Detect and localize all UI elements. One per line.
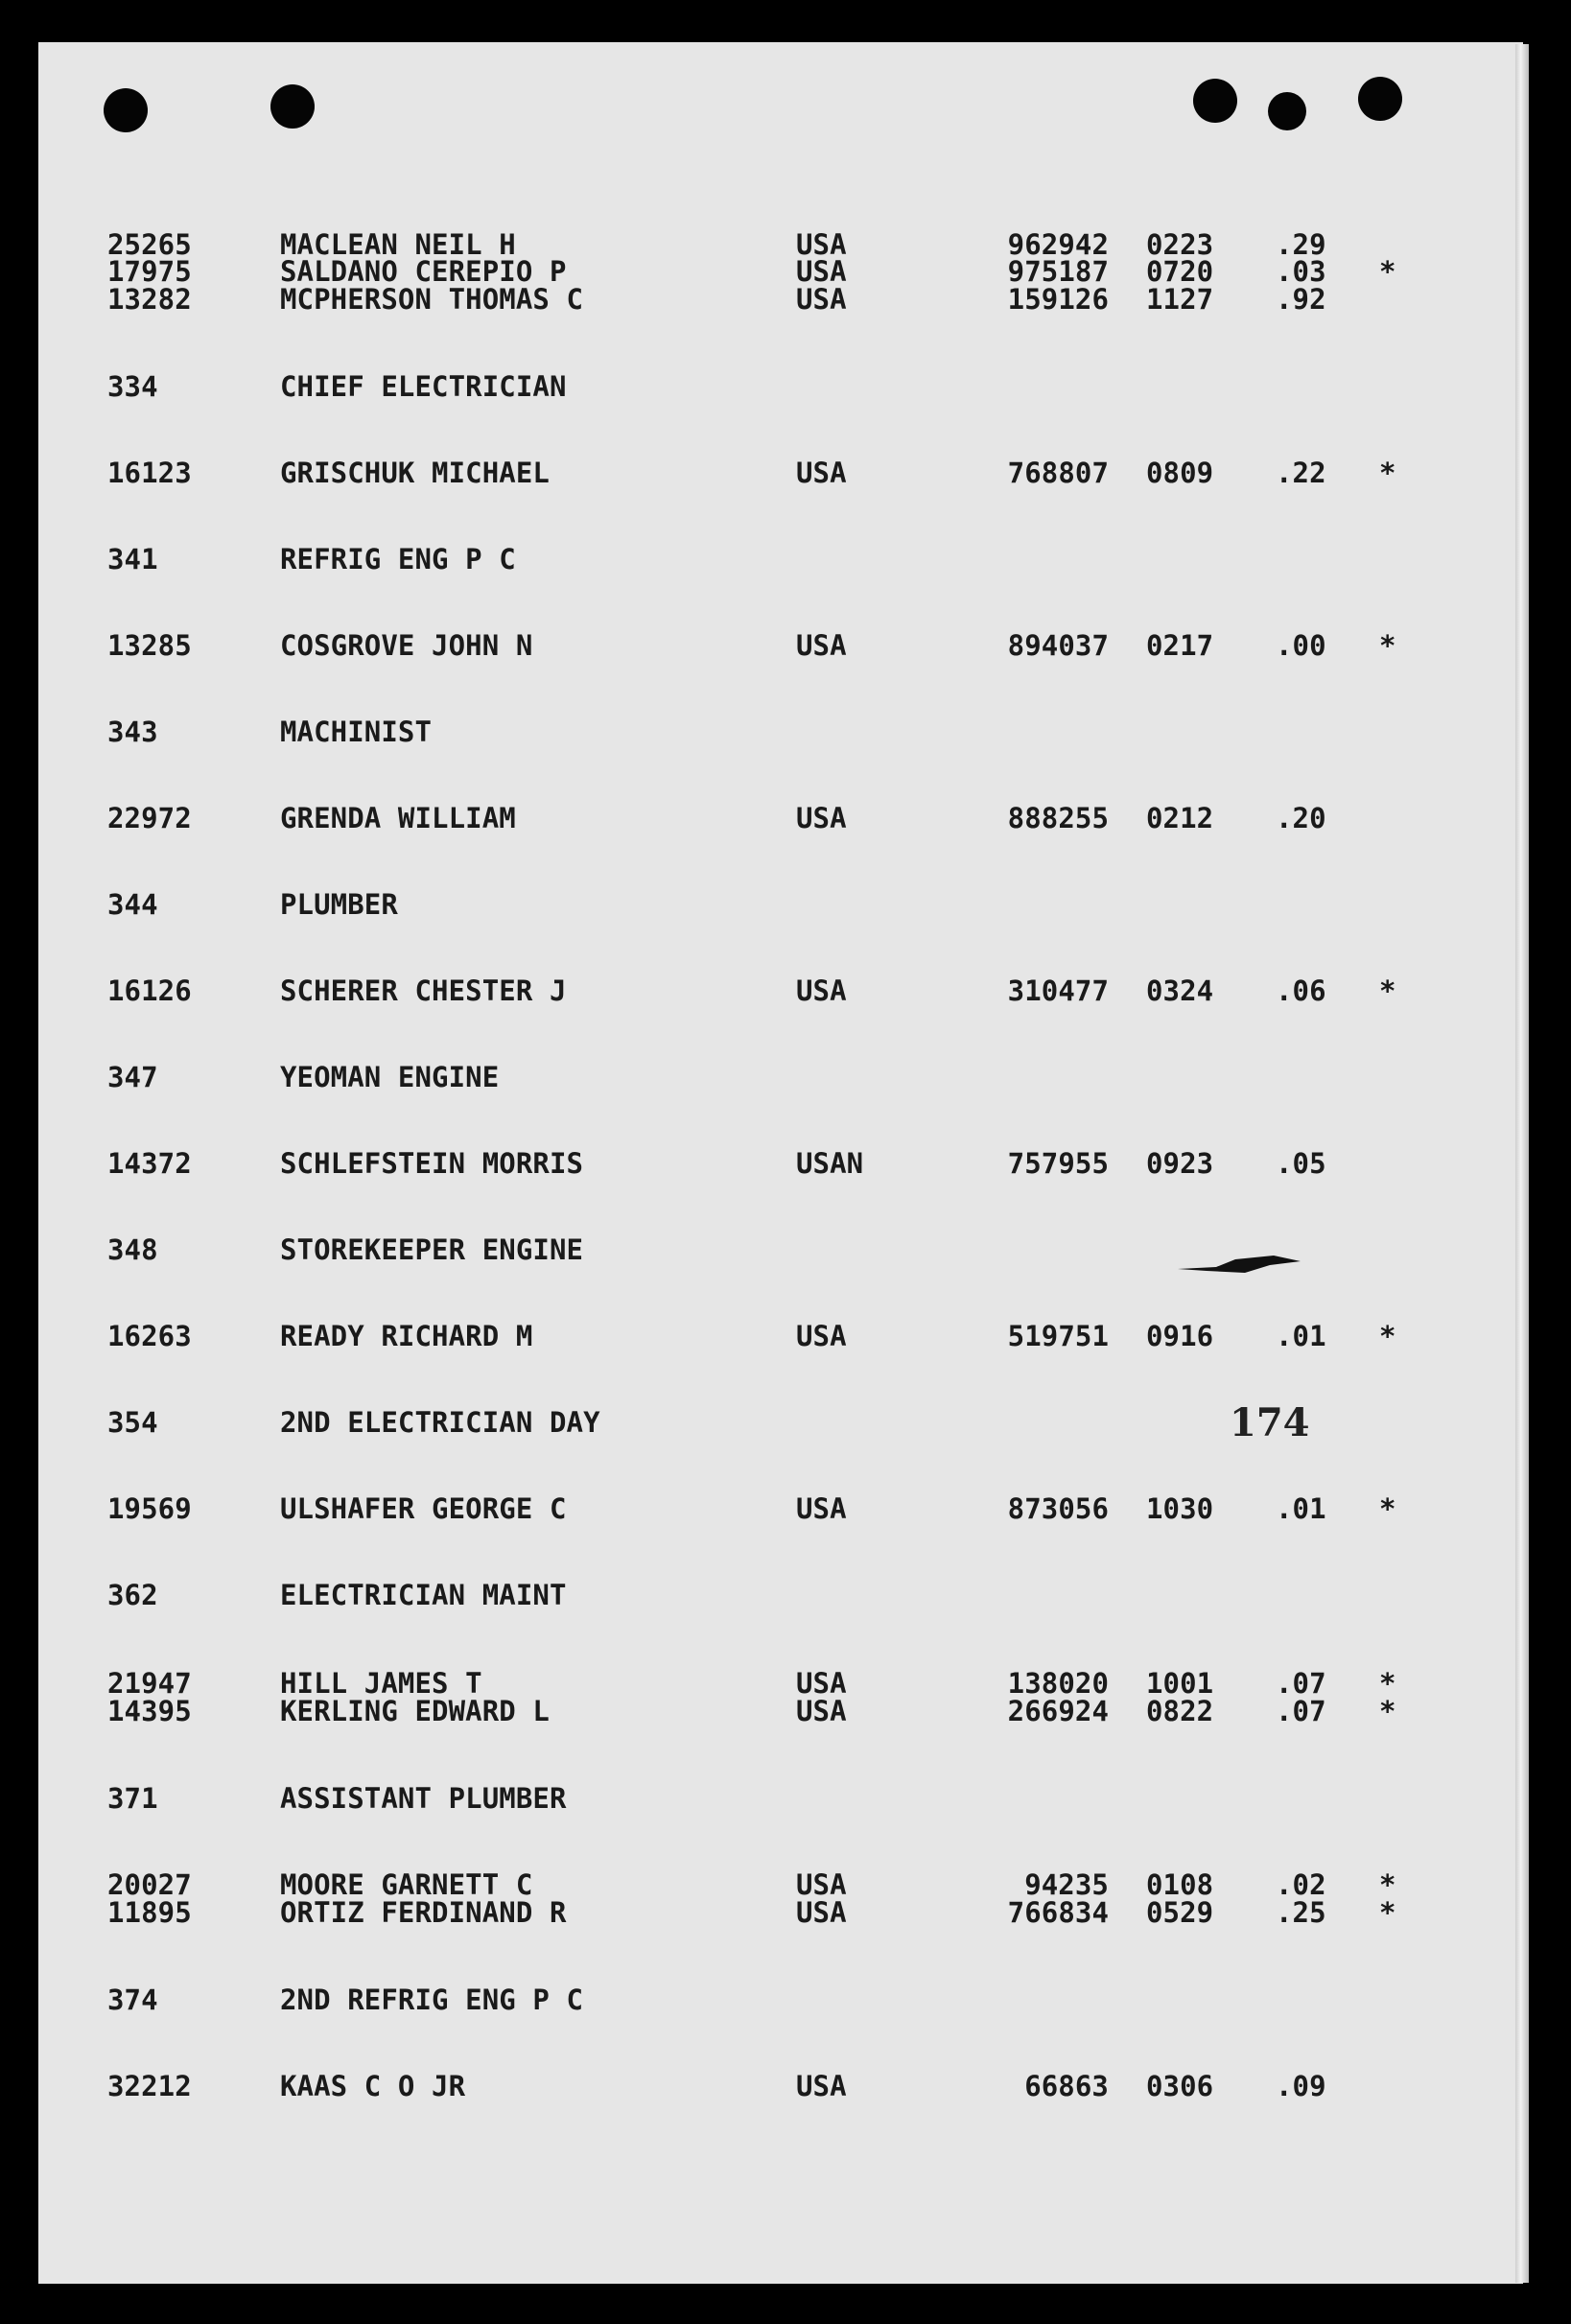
document-number: 266924 (1007, 1695, 1109, 1727)
punch-hole (270, 84, 315, 129)
document-number: 888255 (1007, 802, 1109, 834)
date-code: 0720 (1146, 255, 1214, 288)
employee-name: SALDANO CEREPIO P (280, 255, 567, 288)
citizenship: USA (796, 2070, 847, 2102)
citizenship: USA (796, 283, 847, 316)
employee-name: KERLING EDWARD L (280, 1695, 550, 1727)
citizenship: USA (796, 1896, 847, 1929)
asterisk-mark: * (1379, 629, 1396, 662)
document-number: 66863 (1024, 2070, 1109, 2102)
job-title: 2ND ELECTRICIAN DAY (280, 1406, 600, 1439)
date-code: 0324 (1146, 974, 1214, 1007)
employee-name: HILL JAMES T (280, 1667, 482, 1700)
document-number: 757955 (1007, 1147, 1109, 1180)
citizenship: USA (796, 974, 847, 1007)
asterisk-mark: * (1379, 457, 1396, 489)
job-title: REFRIG ENG P C (280, 543, 516, 575)
employee-name: GRENDA WILLIAM (280, 802, 516, 834)
crew-member-row (0, 1322, 1571, 1350)
date-code: 0529 (1146, 1896, 1214, 1929)
date-code: 0223 (1146, 228, 1214, 261)
date-code: 0306 (1146, 2070, 1214, 2102)
citizenship: USA (796, 457, 847, 489)
employee-code: 17975 (107, 255, 192, 288)
crew-member-row (0, 976, 1571, 1005)
job-code: 354 (107, 1406, 158, 1439)
citizenship: USA (796, 1320, 847, 1352)
job-title: CHIEF ELECTRICIAN (280, 370, 567, 403)
date-code: 1030 (1146, 1492, 1214, 1525)
job-title-row (0, 1408, 1571, 1437)
job-title: PLUMBER (280, 888, 398, 921)
employee-code: 22972 (107, 802, 192, 834)
asterisk-mark: * (1379, 1320, 1396, 1352)
job-code: 334 (107, 370, 158, 403)
citizenship: USA (796, 255, 847, 288)
crew-member-row (0, 1149, 1571, 1178)
amount: .03 (1276, 255, 1326, 288)
punch-hole (1193, 79, 1237, 123)
citizenship: USA (796, 629, 847, 662)
document-number: 768807 (1007, 457, 1109, 489)
asterisk-mark: * (1379, 255, 1396, 288)
amount: .07 (1276, 1667, 1326, 1700)
crew-member-row (0, 2072, 1571, 2101)
job-code: 362 (107, 1579, 158, 1611)
job-title: YEOMAN ENGINE (280, 1061, 500, 1093)
employee-name: READY RICHARD M (280, 1320, 533, 1352)
employee-code: 25265 (107, 228, 192, 261)
job-code: 341 (107, 543, 158, 575)
employee-code: 21947 (107, 1667, 192, 1700)
job-title-row (0, 1235, 1571, 1264)
date-code: 0822 (1146, 1695, 1214, 1727)
employee-code: 13282 (107, 283, 192, 316)
job-code: 344 (107, 888, 158, 921)
citizenship: USAN (796, 1147, 864, 1180)
employee-name: SCHERER CHESTER J (280, 974, 567, 1007)
job-code: 371 (107, 1782, 158, 1815)
employee-code: 14395 (107, 1695, 192, 1727)
page-number: 174 (1230, 1400, 1310, 1445)
employee-code: 19569 (107, 1492, 192, 1525)
amount: .20 (1276, 802, 1326, 834)
document-number: 975187 (1007, 255, 1109, 288)
crew-member-row (0, 257, 1571, 286)
crew-member-row (0, 1697, 1571, 1725)
job-title-row (0, 717, 1571, 746)
document-number: 159126 (1007, 283, 1109, 316)
employee-name: SCHLEFSTEIN MORRIS (280, 1147, 584, 1180)
date-code: 0108 (1146, 1868, 1214, 1901)
citizenship: USA (796, 1868, 847, 1901)
job-title-row (0, 545, 1571, 574)
amount: .02 (1276, 1868, 1326, 1901)
job-code: 347 (107, 1061, 158, 1093)
document-number: 94235 (1024, 1868, 1109, 1901)
job-title-row (0, 890, 1571, 919)
employee-name: MCPHERSON THOMAS C (280, 283, 584, 316)
amount: .22 (1276, 457, 1326, 489)
employee-name: ULSHAFER GEORGE C (280, 1492, 567, 1525)
employee-name: MOORE GARNETT C (280, 1868, 533, 1901)
job-title: STOREKEEPER ENGINE (280, 1233, 584, 1266)
crew-member-row (0, 1898, 1571, 1927)
job-code: 374 (107, 1984, 158, 2016)
employee-code: 14372 (107, 1147, 192, 1180)
employee-code: 20027 (107, 1868, 192, 1901)
document-number: 310477 (1007, 974, 1109, 1007)
document-number: 873056 (1007, 1492, 1109, 1525)
citizenship: USA (796, 1492, 847, 1525)
asterisk-mark: * (1379, 1492, 1396, 1525)
job-title-row (0, 1581, 1571, 1609)
crew-member-row (0, 804, 1571, 833)
job-title: ELECTRICIAN MAINT (280, 1579, 567, 1611)
asterisk-mark: * (1379, 1896, 1396, 1929)
job-title: 2ND REFRIG ENG P C (280, 1984, 584, 2016)
crew-member-row (0, 458, 1571, 487)
employee-name: ORTIZ FERDINAND R (280, 1896, 567, 1929)
document-number: 766834 (1007, 1896, 1109, 1929)
job-title-row (0, 1985, 1571, 2014)
job-title: MACHINIST (280, 716, 433, 748)
employee-code: 32212 (107, 2070, 192, 2102)
date-code: 0809 (1146, 457, 1214, 489)
employee-code: 13285 (107, 629, 192, 662)
citizenship: USA (796, 802, 847, 834)
job-title-row (0, 1063, 1571, 1092)
citizenship: USA (796, 1695, 847, 1727)
amount: .07 (1276, 1695, 1326, 1727)
employee-code: 16126 (107, 974, 192, 1007)
job-title-row (0, 1784, 1571, 1813)
asterisk-mark: * (1379, 974, 1396, 1007)
job-title: ASSISTANT PLUMBER (280, 1782, 567, 1815)
employee-name: KAAS C O JR (280, 2070, 466, 2102)
document-number: 962942 (1007, 228, 1109, 261)
job-code: 343 (107, 716, 158, 748)
employee-code: 16123 (107, 457, 192, 489)
document-number: 519751 (1007, 1320, 1109, 1352)
employee-name: GRISCHUK MICHAEL (280, 457, 550, 489)
date-code: 1127 (1146, 283, 1214, 316)
amount: .92 (1276, 283, 1326, 316)
amount: .00 (1276, 629, 1326, 662)
amount: .29 (1276, 228, 1326, 261)
crew-member-row (0, 285, 1571, 314)
amount: .25 (1276, 1896, 1326, 1929)
punch-hole (1358, 77, 1402, 121)
amount: .05 (1276, 1147, 1326, 1180)
document-number: 138020 (1007, 1667, 1109, 1700)
citizenship: USA (796, 228, 847, 261)
document-number: 894037 (1007, 629, 1109, 662)
amount: .09 (1276, 2070, 1326, 2102)
date-code: 0212 (1146, 802, 1214, 834)
employee-code: 16263 (107, 1320, 192, 1352)
punch-hole (104, 88, 148, 132)
asterisk-mark: * (1379, 1868, 1396, 1901)
amount: .01 (1276, 1492, 1326, 1525)
asterisk-mark: * (1379, 1695, 1396, 1727)
date-code: 1001 (1146, 1667, 1214, 1700)
job-code: 348 (107, 1233, 158, 1266)
citizenship: USA (796, 1667, 847, 1700)
employee-name: COSGROVE JOHN N (280, 629, 533, 662)
asterisk-mark: * (1379, 1667, 1396, 1700)
job-title-row (0, 372, 1571, 401)
crew-member-row (0, 1870, 1571, 1899)
crew-member-row (0, 1669, 1571, 1698)
employee-name: MACLEAN NEIL H (280, 228, 516, 261)
employee-code: 11895 (107, 1896, 192, 1929)
punch-hole (1268, 92, 1306, 130)
amount: .06 (1276, 974, 1326, 1007)
amount: .01 (1276, 1320, 1326, 1352)
crew-member-row (0, 1494, 1571, 1523)
date-code: 0916 (1146, 1320, 1214, 1352)
crew-member-row (0, 230, 1571, 259)
date-code: 0923 (1146, 1147, 1214, 1180)
crew-member-row (0, 631, 1571, 660)
date-code: 0217 (1146, 629, 1214, 662)
